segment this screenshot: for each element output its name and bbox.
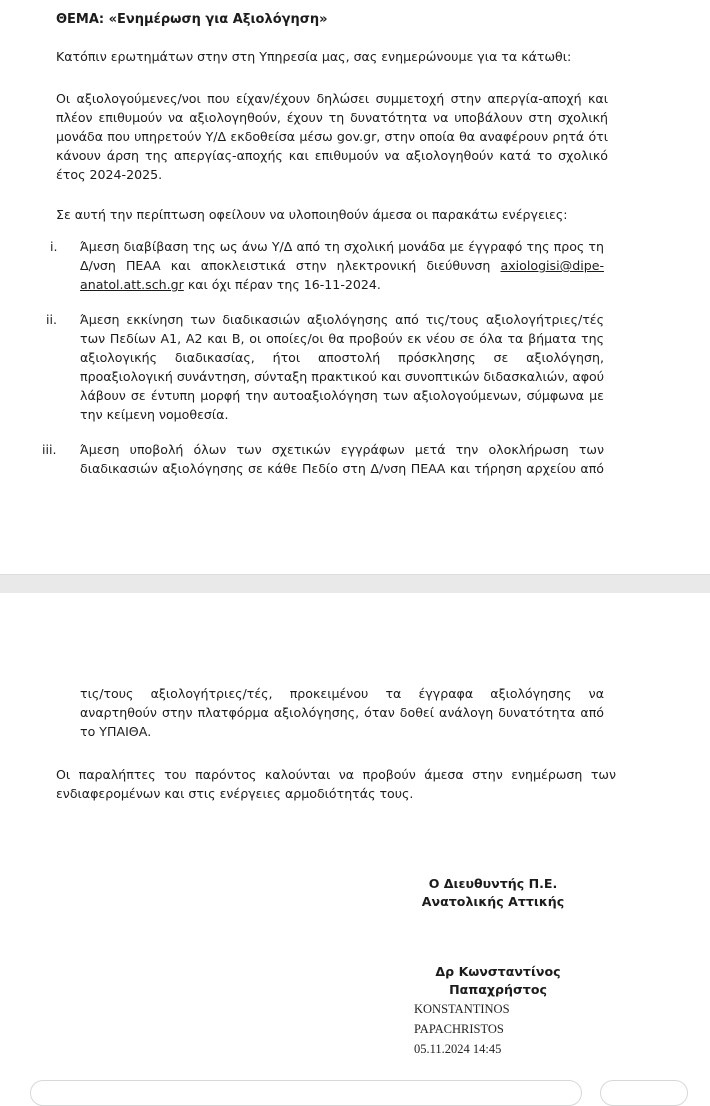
document-page-2 bbox=[0, 593, 710, 1090]
list-item-text: Άμεση υποβολή όλων των σχετικών εγγράφων μετά την ολοκλήρωση των διαδικασιών αξιολόγησης σε κάθε Πεδίο στη Δ/νση ΠΕΑΑ και τήρηση αρχείου από bbox=[80, 442, 604, 476]
list-item-text-before: Άμεση διαβίβαση της ως άνω Υ/Δ από τη σχολική μονάδα με έγγραφό της προς τη Δ/νση ΠΕΑΑ και αποκλειστικά στην ηλεκτρονική διεύθυνση bbox=[80, 239, 604, 273]
digital-signature-line2: PAPACHRISTOS bbox=[414, 1022, 504, 1036]
bottom-toolbar-button[interactable] bbox=[30, 1080, 582, 1106]
list-item-number: ii. bbox=[46, 312, 58, 327]
list-item-text-continued: τις/τους αξιολογήτριες/τές, προκειμένου τα έγγραφα αξιολόγησης να αναρτηθούν στην πλατφόρμα αξιολόγησης, όταν δοθεί ανάλογη δυνατότητα από το ΥΠΑΙΘΑ. bbox=[80, 686, 604, 739]
subject-line: ΘΕΜΑ: «Ενημέρωση για Αξιολόγηση» bbox=[56, 12, 328, 27]
list-item-number: iii. bbox=[42, 442, 57, 457]
list-item-number: i. bbox=[50, 239, 58, 254]
signatory-title bbox=[418, 875, 568, 911]
digital-signature-line1: KONSTANTINOS bbox=[414, 1002, 510, 1016]
intro-paragraph: Κατόπιν ερωτημάτων στην στη Υπηρεσία μας, σας ενημερώνουμε για τα κάτωθι: bbox=[56, 49, 572, 64]
list-item-text: Άμεση εκκίνηση των διαδικασιών αξιολόγησης από τις/τους αξιολογήτριες/τές των Πεδίων Α1, Α2 και Β, οι οποίες/οι θα προβούν εκ νέου σε όλα τα βήματα της αξιολογικής διαδικασίας, ήτοι αποστολή πρόσκλησης σε αξιολόγηση, προαξιολογική συνάντηση, σύνταξη πρακτικού και συνοπτικών διδασκαλιών, αφού λάβουν σε έντυπη μορφή την αυτοαξιολόγηση των αξιολογούμενων, σύμφωνα με την κείμενη νομοθεσία. bbox=[80, 312, 604, 422]
digital-signature-stamp bbox=[414, 999, 510, 1059]
page-break bbox=[0, 574, 710, 594]
paragraph-participation: Οι αξιολογούμενες/νοι που είχαν/έχουν δηλώσει συμμετοχή στην απεργία-αποχή και πλέον επιθυμούν να αξιολογηθούν, έχουν τη δυνατότητα να υποβάλουν στη σχολική μονάδα που υπηρετούν Υ/Δ εκδοθείσα μέσω gov.gr, στην οποία θα αναφέρουν ρητά ότι κάνουν άρση της απεργίας-αποχής και επιθυμούν να αξιολογηθούν κατά το σχολικό έτος 2024-2025. bbox=[56, 91, 608, 182]
email-link[interactable]: axiologisi@dipe-anatol.att.sch.gr bbox=[80, 258, 604, 292]
list-item-text-after: και όχι πέραν της 16-11-2024. bbox=[183, 277, 381, 292]
signatory-title-line1: Ο Διευθυντής Π.Ε. bbox=[428, 876, 558, 891]
signatory-name: Δρ Κωνσταντίνος Παπαχρήστος bbox=[435, 964, 561, 997]
list-item-text bbox=[80, 237, 604, 294]
closing-paragraph: Οι παραλήπτες του παρόντος καλούνται να προβούν άμεσα στην ενημέρωση των ενδιαφερομένων και στις ενέργειες αρμοδιότητάς τους. bbox=[56, 767, 616, 801]
bottom-toolbar-button[interactable] bbox=[600, 1080, 688, 1106]
paragraph-actions-intro: Σε αυτή την περίπτωση οφείλουν να υλοποιηθούν άμεσα οι παρακάτω ενέργειες: bbox=[56, 207, 568, 222]
signatory-title-line2: Ανατολικής Αττικής bbox=[421, 894, 565, 909]
digital-signature-line3: 05.11.2024 14:45 bbox=[414, 1042, 502, 1056]
